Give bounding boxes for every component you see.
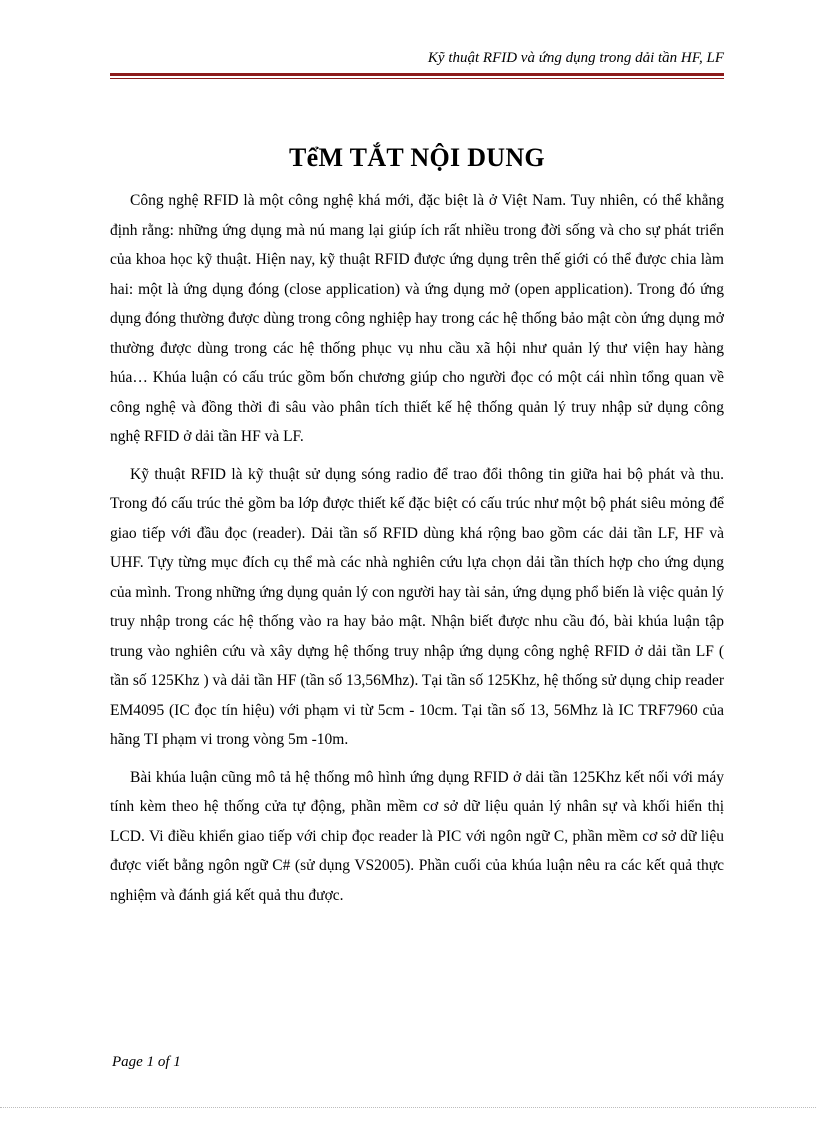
- paragraph-3: Bài khúa luận cũng mô tả hệ thống mô hình ứng dụng RFID ở dải tần 125Khz kết nối với máy tính kèm theo hệ thống cửa tự động, phần mềm cơ sở dữ liệu quản lý nhân sự và khối hiển thị LCD. Vi điều khiển giao tiếp với chip đọc reader là PIC với ngôn ngữ C, phần mềm cơ sở dữ liệu được viết bằng ngôn ngữ C# (sử dụng VS2005). Phần cuối của khúa luận nêu ra các kết quả thực nghiệm và đánh giá kết quả thu được.: [110, 768, 724, 904]
- body-text: [110, 186, 724, 918]
- header-rule-thick: [110, 73, 724, 76]
- paragraph-2: Kỹ thuật RFID là kỹ thuật sử dụng sóng radio để trao đổi thông tin giữa hai bộ phát và thu. Trong đó cấu trúc thẻ gồm ba lớp được thiết kế đặc biệt có cấu trúc như một bộ phát siêu mỏng để giao tiếp với đầu đọc (reader). Dải tần số RFID dùng khá rộng bao gồm các dải tần LF, HF và UHF. Tựy từng mục đích cụ thể mà các nhà nghiên cứu lựa chọn dải tần thích hợp cho ứng dụng của mình. Trong những ứng dụng quản lý con người hay tài sản, ứng dụng phổ biến là việc quản lý truy nhập trong các hệ thống vào ra hay bảo mật. Nhận biết được nhu cầu đó, bài khúa luận tập trung vào nghiên cứu và xây dựng hệ thống truy nhập ứng dụng công nghệ RFID ở dải tần LF ( tần số 125Khz ) và dải tần HF (tần số 13,56Mhz). Tại tần số 125Khz, hệ thống sử dụng chip reader EM4095 (IC đọc tín hiệu) với phạm vi từ 5cm - 10cm. Tại tần số 13, 56Mhz là IC TRF7960 của hãng TI phạm vi trong vòng 5m -10m.: [110, 465, 724, 748]
- page-number: Page 1 of 1: [112, 1054, 181, 1070]
- footer-divider: [0, 1107, 816, 1108]
- header-rule-thin: [110, 78, 724, 79]
- page-title: TểM TẮT NỘI DUNG: [289, 143, 545, 172]
- paragraph-1: Công nghệ RFID là một công nghệ khá mới, đặc biệt là ở Việt Nam. Tuy nhiên, có thể khẳng định rằng: những ứng dụng mà nú mang lại giúp ích rất nhiều trong đời sống và cho sự phát triển của khoa học kỹ thuật. Hiện nay, kỹ thuật RFID được ứng dụng trên thế giới có thể được chia làm hai: một là ứng dụng đóng (close application) và ứng dụng mở (open application). Trong đó ứng dụng đóng thường được dùng trong công nghiệp hay trong các hệ thống bảo mật còn ứng dụng mở thường được dùng trong các hệ thống phục vụ nhu cầu xã hội như quản lý thư viện hay hàng húa… Khúa luận có cấu trúc gồm bốn chương giúp cho người đọc có một cái nhìn tổng quan về công nghệ và đồng thời đi sâu vào phân tích thiết kế hệ thống quản lý truy nhập sử dụng công nghệ RFID ở dải tần HF và LF.: [110, 192, 724, 445]
- running-header: Kỹ thuật RFID và ứng dụng trong dải tần HF, LF: [427, 50, 724, 66]
